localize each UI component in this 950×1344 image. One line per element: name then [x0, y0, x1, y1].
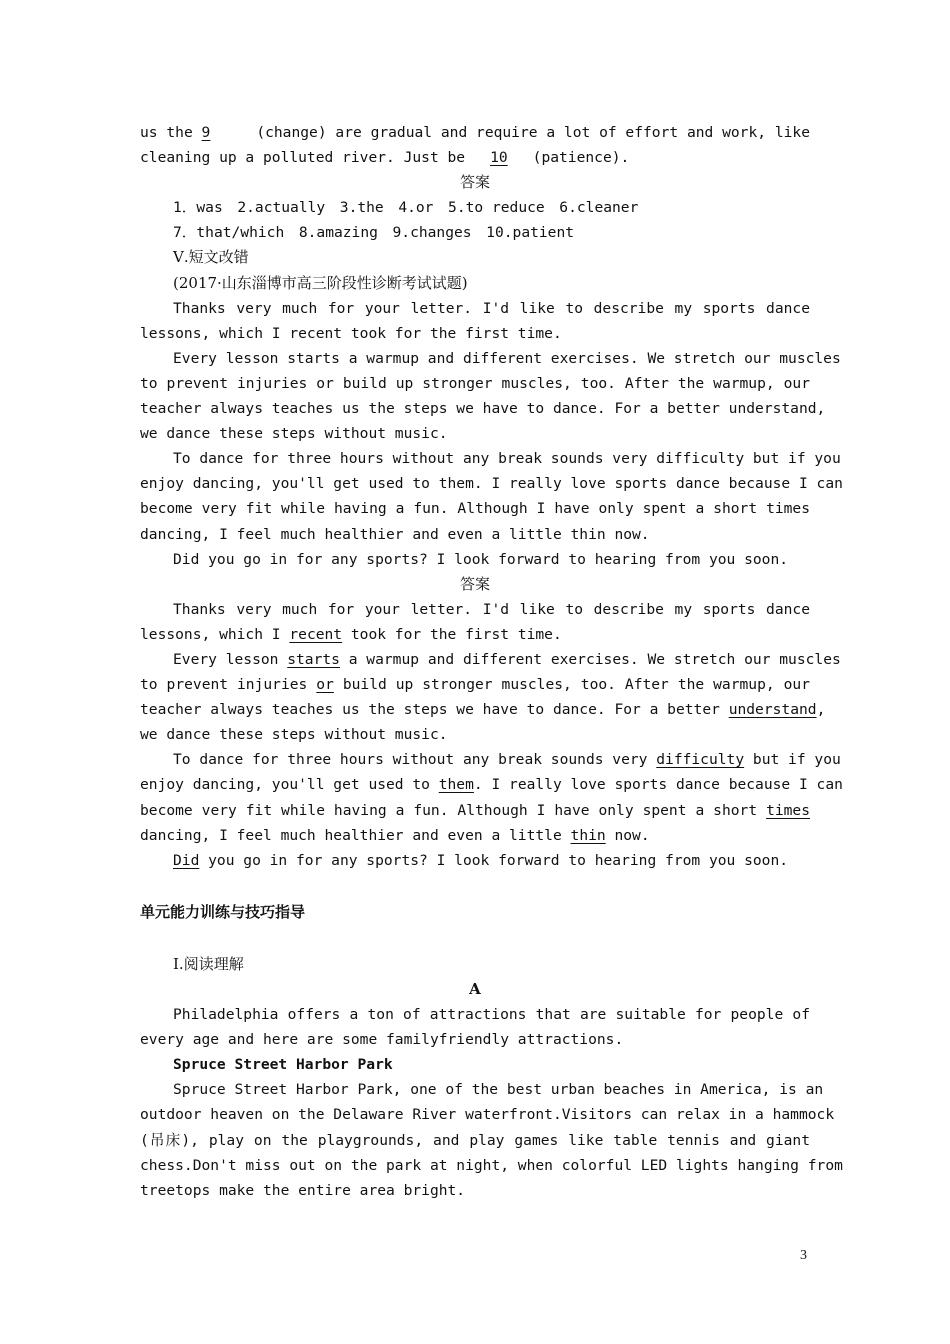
section-v-title: Ⅴ.短文改错 [173, 248, 249, 267]
error-word: Did [173, 851, 200, 869]
section-v-source: (2017·山东淄博市高三阶段性诊断考试试题) [173, 273, 468, 292]
error-word: them [438, 776, 474, 794]
reading-line: Philadelphia offers a ton of attractions that are suitable for people of [173, 1006, 810, 1024]
corrected-line: dancing, I feel much healthier and even a little thin now. [140, 826, 650, 844]
document-page [140, 120, 843, 1203]
passage-line: Did you go in for any sports? I look forward to hearing from you soon. [173, 550, 789, 568]
reading-line: (吊床), play on the playgrounds, and play games like table tennis and giant [140, 1131, 810, 1149]
section-i-title: Ⅰ.阅读理解 [173, 954, 244, 973]
passage-line: Thanks very much for your letter. I'd like to describe my sports dance [173, 299, 810, 317]
error-word: starts [287, 650, 340, 668]
corrected-line: enjoy dancing, you'll get used to them. I really love sports dance because I can [140, 776, 843, 794]
error-word: thin [570, 826, 606, 844]
corrected-line: to prevent injuries or build up stronger muscles, too. After the warmup, our [140, 676, 810, 694]
answer-label: 答案 [459, 574, 490, 593]
blank-10: 10 [490, 149, 508, 167]
reading-line: every age and here are some familyfriendly attractions. [140, 1031, 624, 1049]
reading-line: treetops make the entire area bright. [140, 1181, 466, 1199]
passage-letter: A [469, 980, 481, 998]
spacer [140, 873, 810, 900]
unit-heading: 单元能力训练与技巧指导 [140, 902, 306, 921]
cloze-answers-line: 1．was 2.actually 3.the 4.or 5.to reduce 6.cleaner [173, 199, 639, 217]
corrected-line: To dance for three hours without any break sounds very difficulty but if you [173, 751, 841, 769]
error-word: recent [289, 625, 343, 643]
passage-line: we dance these steps without music. [140, 425, 448, 443]
passage-line: To dance for three hours without any break sounds very difficulty but if you [173, 450, 841, 468]
passage-line: lessons, which I recent took for the first time. [140, 324, 562, 342]
passage-line: teacher always teaches us the steps we have to dance. For a better understand, [140, 400, 826, 418]
corrected-line: we dance these steps without music. [140, 726, 448, 744]
reading-line: outdoor heaven on the Delaware River waterfront.Visitors can relax in a hammock [140, 1106, 835, 1124]
corrected-line: lessons, which I recent took for the first time. [140, 625, 562, 643]
passage-line: become very fit while having a fun. Although I have only spent a short times [140, 500, 810, 518]
passage-line: Every lesson starts a warmup and different exercises. We stretch our muscles [173, 349, 841, 367]
error-word: or [316, 676, 334, 694]
error-word: understand [728, 701, 817, 719]
corrected-line: become very fit while having a fun. Although I have only spent a short times [140, 801, 810, 819]
reading-line: Spruce Street Harbor Park, one of the best urban beaches in America, is an [173, 1081, 824, 1099]
spacer [140, 925, 810, 952]
passage-line: dancing, I feel much healthier and even a little thin now. [140, 525, 650, 543]
blank-9: 9 [201, 124, 211, 141]
error-word: difficulty [656, 751, 745, 769]
corrected-line: teacher always teaches us the steps we have to dance. For a better understand, [140, 701, 826, 719]
passage-line: enjoy dancing, you'll get used to them. I really love sports dance because I can [140, 475, 843, 493]
cloze-line: cleaning up a polluted river. Just be 10 (patience). [140, 145, 810, 170]
corrected-line: Did you go in for any sports? I look forward to hearing from you soon. [173, 851, 789, 869]
cloze-answers-line: 7．that/which 8.amazing 9.changes 10.patient [173, 224, 575, 242]
passage-line: to prevent injuries or build up stronger muscles, too. After the warmup, our [140, 374, 810, 392]
answer-label: 答案 [459, 173, 490, 192]
page-number: 3 [800, 1248, 807, 1263]
reading-subheading: Spruce Street Harbor Park [173, 1056, 393, 1074]
error-word: times [766, 801, 810, 819]
corrected-line: Every lesson starts a warmup and different exercises. We stretch our muscles [173, 650, 841, 668]
reading-line: chess.Don't miss out on the park at night, when colorful LED lights hanging from [140, 1156, 843, 1174]
corrected-line: Thanks very much for your letter. I'd like to describe my sports dance [173, 600, 810, 618]
cloze-line: us the 9 (change) are gradual and require a lot of effort and work, like [140, 120, 810, 145]
